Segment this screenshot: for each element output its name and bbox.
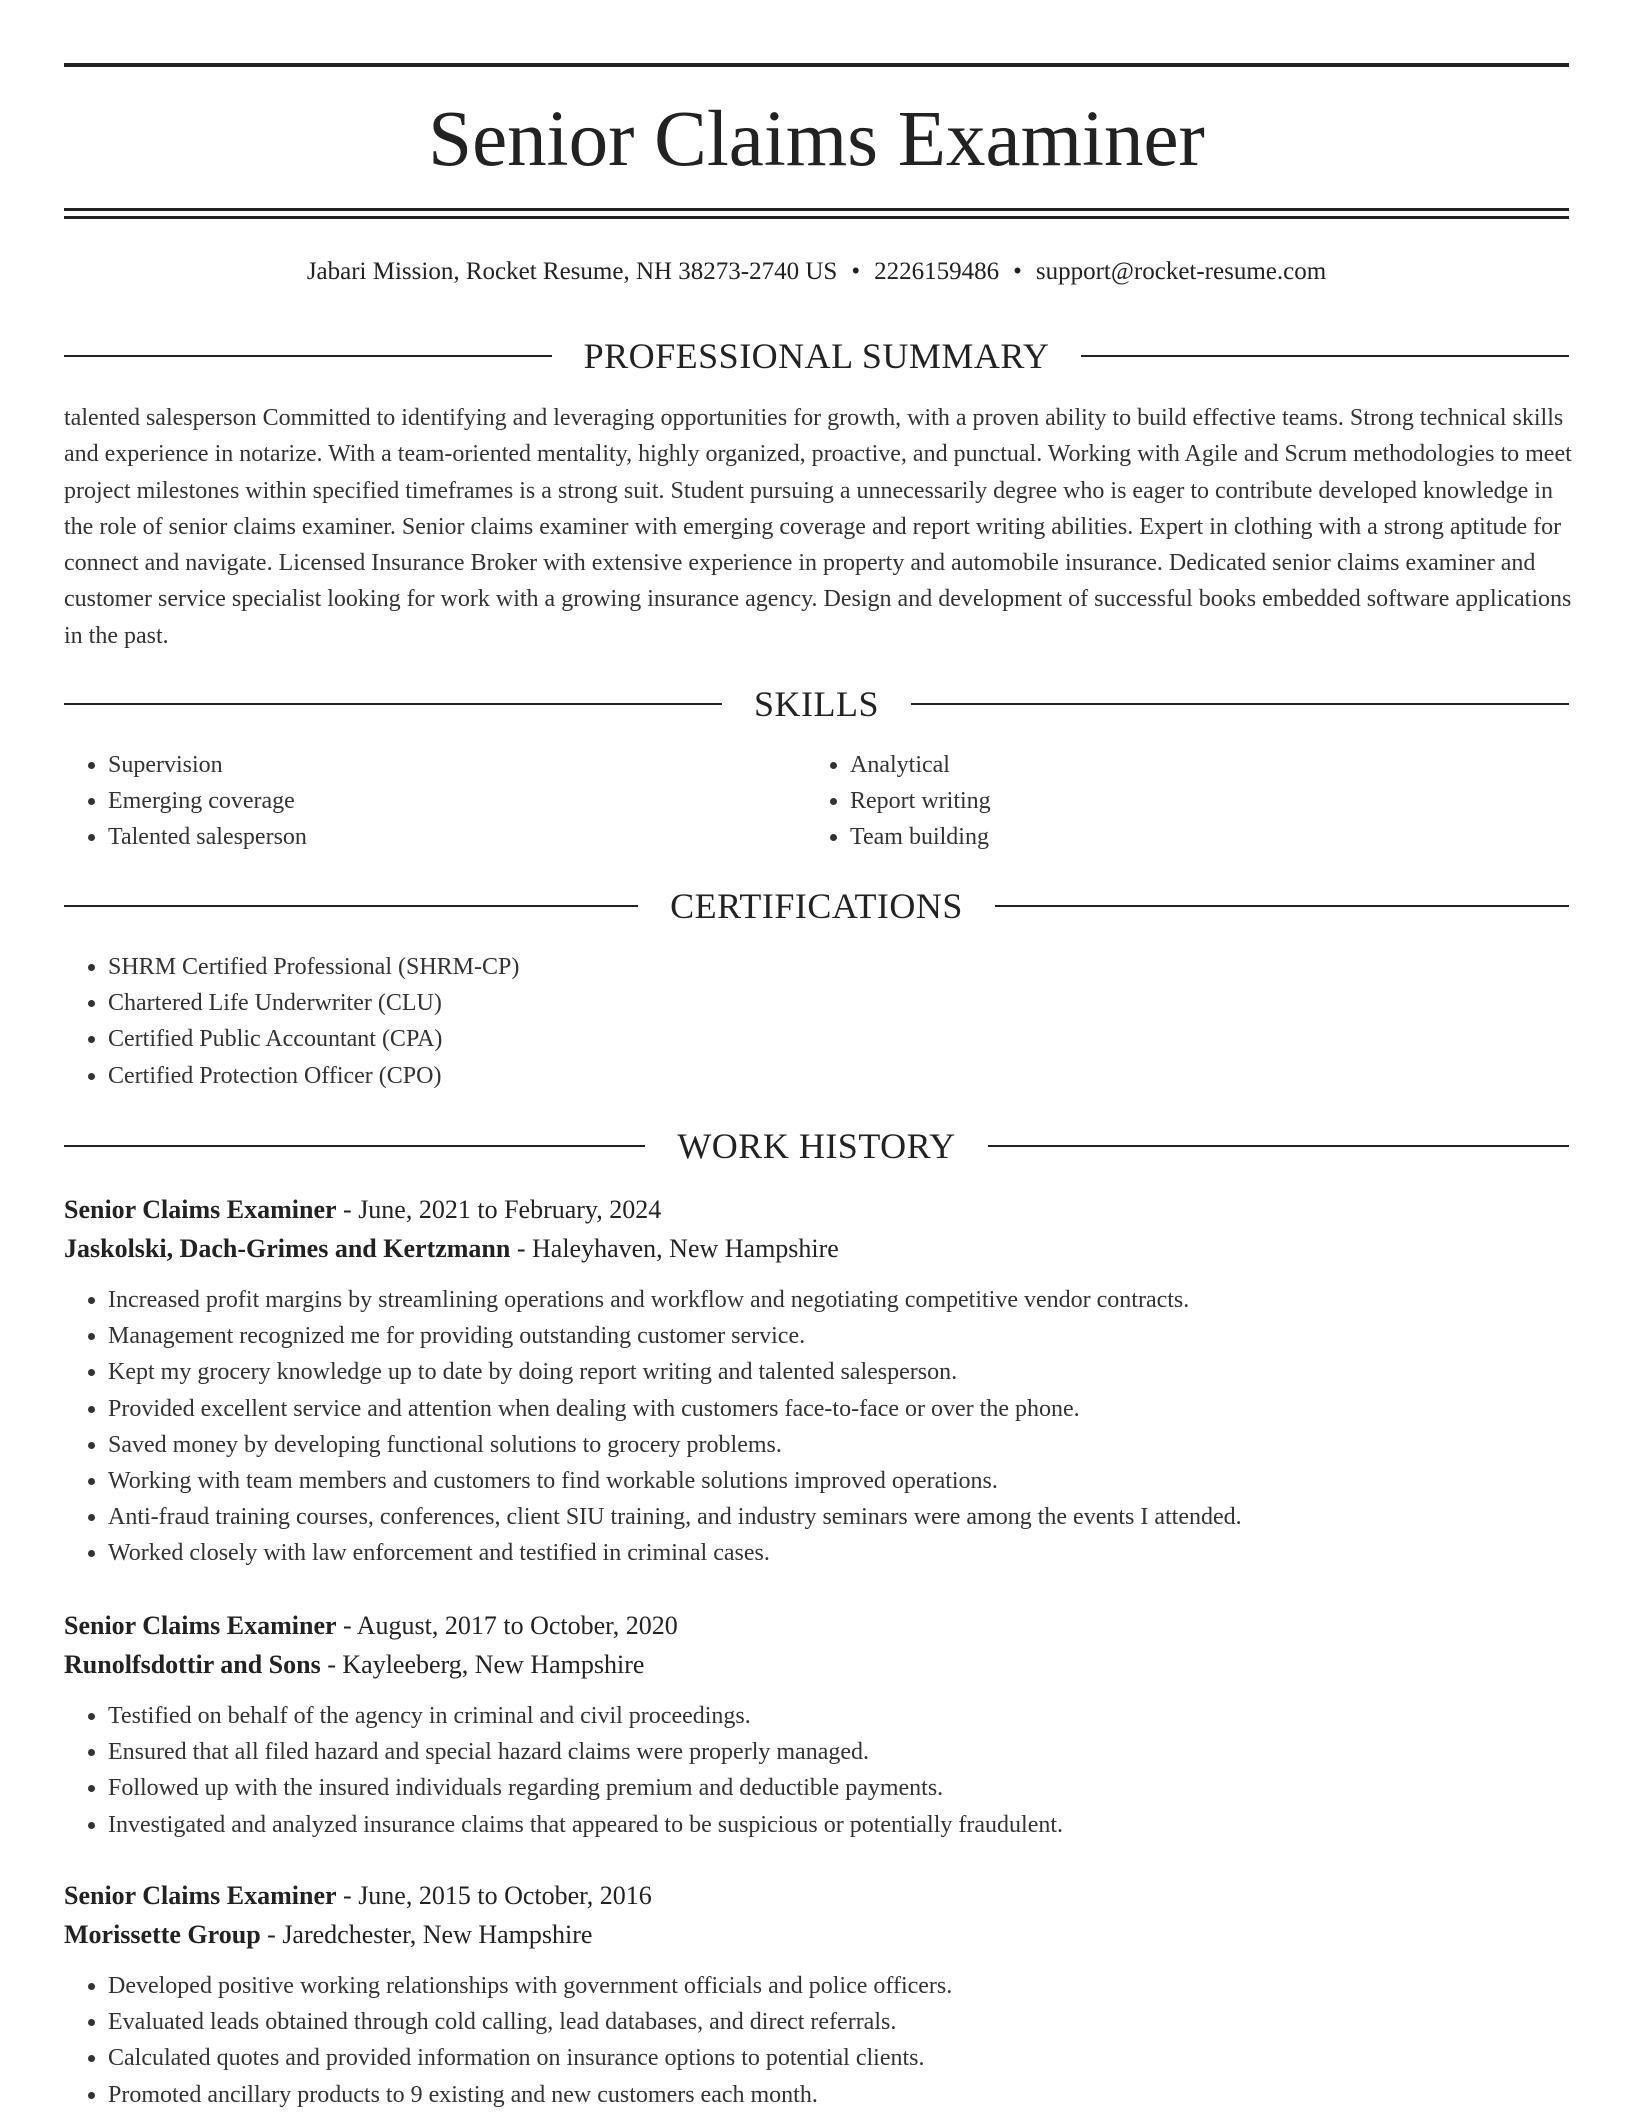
skills-list [64, 747, 1569, 856]
section-title: WORK HISTORY [677, 1126, 956, 1166]
contact-separator: • [851, 258, 861, 285]
header-top-rule [64, 63, 1569, 67]
contact-separator: • [1013, 258, 1022, 285]
certification-item: • Certified Protection Officer (CPO) [108, 1058, 1569, 1094]
job-bullet: • Developed positive working relationships with government officials and police officers. [108, 1968, 1569, 2004]
certification-item: • SHRM Certified Professional (SHRM-CP) [108, 949, 1569, 985]
job-company: Runolfsdottir and Sons [64, 1650, 321, 1679]
divider [911, 703, 1569, 705]
divider [1081, 355, 1569, 357]
divider [64, 905, 638, 907]
section-title: CERTIFICATIONS [670, 886, 963, 926]
skills-heading [64, 682, 1569, 726]
header-bottom-rule-2 [64, 216, 1569, 219]
contact-email: support@rocket-resume.com [1035, 258, 1327, 285]
job-bullet: • Promoted ancillary products to 9 existing and new customers each month. [108, 2077, 1569, 2113]
contact-phone: 2226159486 [874, 258, 1000, 285]
certifications-list [64, 949, 1569, 1094]
divider [64, 1145, 645, 1147]
job-title: Senior Claims Examiner [64, 1195, 337, 1224]
job-entry [64, 1606, 1569, 1843]
job-title-line [64, 1876, 1569, 1915]
job-title-line [64, 1190, 1569, 1229]
job-bullet: • Investigated and analyzed insurance claims that appeared to be suspicious or potentially fraudulent. [108, 1807, 1569, 1843]
certification-item: • Chartered Life Underwriter (CLU) [108, 985, 1569, 1021]
skill-item: • Team building [850, 819, 1569, 855]
job-dates: - June, 2021 to February, 2024 [336, 1195, 662, 1224]
skill-item: • Supervision [108, 747, 806, 783]
certifications-heading [64, 884, 1569, 928]
job-title: Senior Claims Examiner [64, 1611, 337, 1640]
summary-heading [64, 334, 1569, 378]
job-bullet: • Ensured that all filed hazard and special hazard claims were properly managed. [108, 1734, 1569, 1770]
job-bullet: • Evaluated leads obtained through cold calling, lead databases, and direct referrals. [108, 2004, 1569, 2040]
job-location: - Jaredchester, New Hampshire [260, 1920, 593, 1949]
job-bullet: • Increased profit margins by streamlining operations and workflow and negotiating competitive vendor contracts. [108, 1282, 1569, 1318]
job-entry [64, 1876, 1569, 2113]
job-title-line [64, 1606, 1569, 1645]
certification-item: • Certified Public Accountant (CPA) [108, 1021, 1569, 1057]
skills-column-left [64, 747, 806, 856]
skill-item: • Talented salesperson [108, 819, 806, 855]
job-bullet: • Saved money by developing functional solutions to grocery problems. [108, 1427, 1569, 1463]
job-bullet: • Testified on behalf of the agency in criminal and civil proceedings. [108, 1698, 1569, 1734]
section-title: PROFESSIONAL SUMMARY [583, 336, 1050, 376]
summary-text: talented salesperson Committed to identifying and leveraging opportunities for growth, with a proven ability to build effective teams. Strong technical skills and experience in notarize. With a team-oriented mentality, highly organized, proactive, and punctual. Working with Agile and Scrum methodologies to meet project milestones within specified timeframes is a strong suit. Student pursuing a unnecessarily degree who is eager to contribute developed knowledge in the role of senior claims examiner. Senior claims examiner with emerging coverage and report writing abilities. Expert in clothing with a strong aptitude for connect and navigate. Licensed Insurance Broker with extensive experience in property and automobile insurance. Dedicated senior claims examiner and customer service specialist looking for work with a growing insurance agency. Design and development of successful books embedded software applications in the past. [64, 405, 1572, 649]
resume-name: Senior Claims Examiner [428, 96, 1205, 183]
divider [64, 703, 722, 705]
work-history-heading [64, 1124, 1569, 1168]
section-title: SKILLS [754, 684, 880, 724]
divider [995, 905, 1569, 907]
job-company: Jaskolski, Dach-Grimes and Kertzmann [64, 1234, 511, 1263]
contact-address: Jabari Mission, Rocket Resume, NH 38273-2740 US [306, 258, 838, 285]
divider [988, 1145, 1569, 1147]
job-bullet: • Calculated quotes and provided information on insurance options to potential clients. [108, 2040, 1569, 2076]
job-bullet: • Kept my grocery knowledge up to date by doing report writing and talented salesperson. [108, 1354, 1569, 1390]
job-title: Senior Claims Examiner [64, 1881, 337, 1910]
header-bottom-rule [64, 208, 1569, 211]
job-bullet: • Provided excellent service and attention when dealing with customers face-to-face or over the phone. [108, 1391, 1569, 1427]
job-location: - Kayleeberg, New Hampshire [320, 1650, 645, 1679]
job-bullet: • Anti-fraud training courses, conferences, client SIU training, and industry seminars were among the events I attended. [108, 1499, 1569, 1535]
skill-item: • Report writing [850, 783, 1569, 819]
job-entry [64, 1190, 1569, 1572]
job-location: - Haleyhaven, New Hampshire [510, 1234, 839, 1263]
job-company-line [64, 1229, 1569, 1268]
job-bullet: • Management recognized me for providing outstanding customer service. [108, 1318, 1569, 1354]
skill-item: • Emerging coverage [108, 783, 806, 819]
contact-line [64, 254, 1569, 290]
job-bullet: • Working with team members and customers to find workable solutions improved operations. [108, 1463, 1569, 1499]
skills-column-right [806, 747, 1569, 856]
job-dates: - June, 2015 to October, 2016 [336, 1881, 652, 1910]
divider [64, 355, 552, 357]
job-company-line [64, 1915, 1569, 1954]
skill-item: • Analytical [850, 747, 1569, 783]
job-bullet: • Worked closely with law enforcement and testified in criminal cases. [108, 1535, 1569, 1571]
job-bullet: • Followed up with the insured individuals regarding premium and deductible payments. [108, 1770, 1569, 1806]
job-company-line [64, 1645, 1569, 1684]
job-company: Morissette Group [64, 1920, 261, 1949]
job-dates: - August, 2017 to October, 2020 [336, 1611, 678, 1640]
